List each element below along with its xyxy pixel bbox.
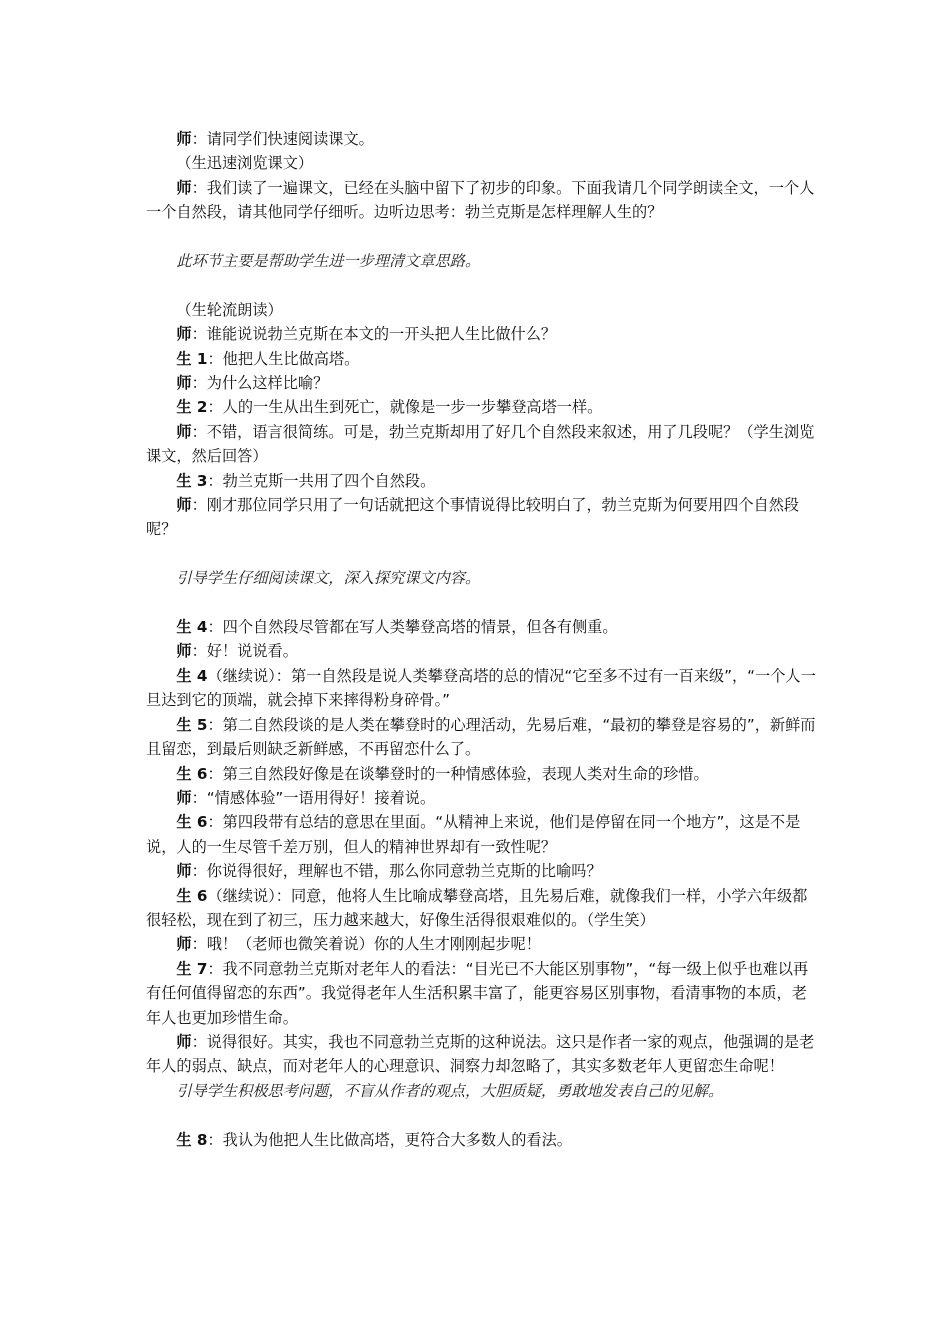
teaching-note: 引导学生仔细阅读课文，深入探究课文内容。 <box>176 569 481 588</box>
speaker-separator: ： <box>207 959 223 978</box>
line-text: （继续说）：第一自然段是说人类攀登高塔的总的情况“它至多不过有一百来级”，“一个人一旦达到它的顶端，就会掉下来摔得粉身碎骨。” <box>146 666 816 710</box>
dialogue-line <box>146 347 818 371</box>
speaker-separator: ： <box>191 130 207 148</box>
speaker-separator: ： <box>191 788 207 807</box>
speaker-label: 师 <box>176 178 192 197</box>
line-text: 第二自然段谈的是人类在攀登时的心理活动，先易后难，“最初的攀登是容易的”，新鲜而且留恋，到最后则缺乏新鲜感，不再留恋什么了。 <box>146 715 816 759</box>
speaker-label: 师 <box>176 862 192 881</box>
speaker-label: 师 <box>176 788 192 807</box>
speaker-separator: ： <box>207 398 223 417</box>
speaker-label: 师 <box>176 325 192 344</box>
speaker-label: 师 <box>176 130 192 148</box>
line-text: 第三自然段好像是在谈攀登时的一种情感体验，表现人类对生命的珍惜。 <box>222 764 709 783</box>
speaker-separator: ： <box>191 422 207 441</box>
speaker-separator: ： <box>191 178 207 197</box>
speaker-separator: ： <box>207 764 223 783</box>
speaker-label: 生 6 <box>176 886 208 905</box>
dialogue-line <box>146 615 818 639</box>
dialogue-line <box>146 713 818 762</box>
speaker-separator: ： <box>207 471 223 490</box>
line-text: 人的一生从出生到死亡，就像是一步一步攀登高塔一样。 <box>222 398 603 417</box>
line-text: 我不同意勃兰克斯对老年人的看法：“目光已不大能区别事物”，“每一级上似乎也难以再有任何值得留恋的东西”。我觉得老年人生活积累丰富了，能更容易区别事物，看清事物的本质，老年人也更加珍惜生命。 <box>146 959 809 1027</box>
dialogue-line <box>146 322 818 346</box>
speaker-separator: ： <box>207 618 223 637</box>
speaker-separator: ： <box>207 1130 223 1149</box>
line-text: 你说得很好，理解也不错，那么你同意勃兰克斯的比喻吗？ <box>206 862 602 881</box>
speaker-separator: ： <box>191 496 207 515</box>
line-text: 请同学们快速阅读课文。 <box>206 130 374 148</box>
speaker-separator: ： <box>207 349 223 368</box>
dialogue-line <box>146 395 818 419</box>
speaker-separator: ： <box>191 325 207 344</box>
paragraph-gap <box>146 591 818 615</box>
speaker-label: 师 <box>176 935 192 954</box>
dialogue-line <box>146 762 818 786</box>
speaker-separator: ： <box>191 642 207 661</box>
paragraph-gap <box>146 273 818 297</box>
line-text: 好！说说看。 <box>206 642 298 661</box>
dialogue-line <box>146 176 818 225</box>
speaker-separator: ： <box>191 935 207 954</box>
dialogue-line <box>146 957 818 1030</box>
dialogue-line <box>146 932 818 956</box>
speaker-label: 生 6 <box>176 764 208 783</box>
dialogue-line <box>146 1128 818 1152</box>
paragraph-gap <box>146 542 818 566</box>
speaker-label: 师 <box>176 422 192 441</box>
dialogue-line <box>146 884 818 933</box>
teaching-note: 此环节主要是帮助学生进一步理清文章思路。 <box>176 252 481 271</box>
line-text: 谁能说说勃兰克斯在本文的一开头把人生比做什么？ <box>206 325 557 344</box>
document-body <box>146 127 818 1152</box>
line-text: 四个自然段尽管都在写人类攀登高塔的情景，但各有侧重。 <box>222 618 618 637</box>
speaker-label: 生 4 <box>176 618 208 637</box>
speaker-label: 生 3 <box>176 471 208 490</box>
line-text: 为什么这样比喻？ <box>206 374 329 393</box>
dialogue-line <box>146 786 818 810</box>
dialogue-line <box>146 151 818 175</box>
paragraph-gap <box>146 1103 818 1127</box>
speaker-label: 师 <box>176 642 192 661</box>
speaker-separator: ： <box>207 813 223 832</box>
line-text: 勃兰克斯一共用了四个自然段。 <box>222 471 436 490</box>
dialogue-line <box>146 298 818 322</box>
speaker-label: 师 <box>176 374 192 393</box>
dialogue-line <box>146 810 818 859</box>
teaching-note: 引导学生积极思考问题，不盲从作者的观点，大胆质疑，勇敢地发表自己的见解。 <box>176 1081 724 1100</box>
dialogue-line <box>146 371 818 395</box>
speaker-label: 师 <box>176 1032 192 1051</box>
line-text: 我们读了一遍课文，已经在头脑中留下了初步的印象。下面我请几个同学朗读全文，一个人一个自然段，请其他同学仔细听。边听边思考：勃兰克斯是怎样理解人生的？ <box>146 178 815 222</box>
speaker-separator: ： <box>207 715 223 734</box>
speaker-label: 生 1 <box>176 349 208 368</box>
line-text: 我认为他把人生比做高塔，更符合大多数人的看法。 <box>222 1130 572 1149</box>
dialogue-line <box>146 1030 818 1079</box>
paragraph-gap <box>146 225 818 249</box>
speaker-label: 生 4 <box>176 666 208 685</box>
dialogue-line <box>146 859 818 883</box>
speaker-label: 生 8 <box>176 1130 208 1149</box>
dialogue-line <box>146 127 818 151</box>
line-text: （生轮流朗读） <box>176 300 283 319</box>
speaker-separator: ： <box>191 374 207 393</box>
dialogue-line <box>146 469 818 493</box>
line-text: 刚才那位同学只用了一句话就把这个事情说得比较明白了，勃兰克斯为何要用四个自然段呢？ <box>146 496 800 539</box>
line-text: 他把人生比做高塔。 <box>222 349 360 368</box>
line-text: 说得很好。其实，我也不同意勃兰克斯的这种说法。这只是作者一家的观点，他强调的是老年人的弱点、缺点，而对老年人的心理意识、洞察力却忽略了，其实多数老年人更留恋生命呢！ <box>146 1032 815 1076</box>
line-text: （生迅速浏览课文） <box>176 154 314 173</box>
line-text: 哦！（老师也微笑着说）你的人生才刚刚起步呢！ <box>206 935 541 954</box>
line-text: “情感体验”一语用得好！接着说。 <box>206 788 436 807</box>
speaker-label: 生 7 <box>176 959 208 978</box>
line-text: （继续说）：同意，他将人生比喻成攀登高塔，且先易后难，就像我们一样，小学六年级都很轻松，现在到了初三，压力越来越大，好像生活得很艰难似的。（学生笑） <box>146 886 808 929</box>
dialogue-line <box>146 493 818 542</box>
line-text: 第四段带有总结的意思在里面。“从精神上来说，他们是停留在同一个地方”，这是不是说，人的一生尽管千差万别，但人的精神世界却有一致性呢？ <box>146 813 801 856</box>
speaker-separator: ： <box>191 862 207 881</box>
dialogue-line <box>146 664 818 713</box>
dialogue-line <box>146 639 818 663</box>
dialogue-line <box>146 420 818 469</box>
speaker-label: 生 2 <box>176 398 208 417</box>
speaker-separator: ： <box>191 1032 207 1051</box>
speaker-label: 师 <box>176 496 192 515</box>
line-text: 不错，语言很简练。可是，勃兰克斯却用了好几个自然段来叙述，用了几段呢？（学生浏览课文，然后回答） <box>146 422 815 466</box>
speaker-label: 生 6 <box>176 813 208 832</box>
speaker-label: 生 5 <box>176 715 208 734</box>
